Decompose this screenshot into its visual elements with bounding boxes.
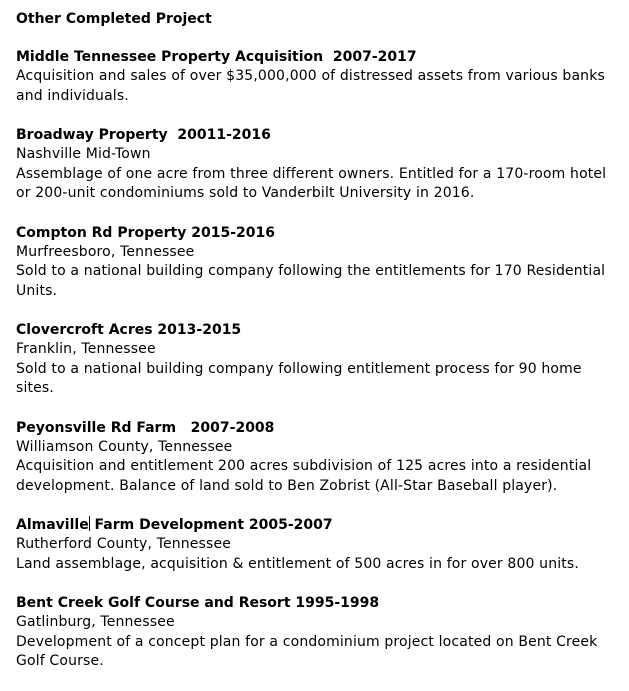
project-entry: [16, 418, 624, 497]
project-location: Franklin, Tennessee: [16, 341, 156, 357]
project-location: Rutherford County, Tennessee: [16, 536, 231, 552]
project-title: [16, 515, 624, 535]
project-description: Development of a concept plan for a condominium project located on Bent Creek Golf Course.: [16, 633, 598, 669]
document-page: [16, 9, 624, 691]
project-title: Middle Tennessee Property Acquisition 2007-2017: [16, 49, 417, 65]
project-description: Acquisition and entitlement 200 acres subdivision of 125 acres into a residential development. Balance of land sold to Ben Zobrist (All-Star Baseball player).: [16, 458, 592, 494]
project-location: Nashville Mid-Town: [16, 146, 151, 162]
project-entry: [16, 593, 624, 672]
project-entry: [16, 223, 624, 302]
project-location: Gatlinburg, Tennessee: [16, 614, 175, 630]
project-description: Assemblage of one acre from three different owners. Entitled for a 170-room hotel or 200-unit condominiums sold to Vanderbilt University in 2016.: [16, 165, 607, 201]
project-description: Acquisition and sales of over $35,000,000 of distressed assets from various banks and individuals.: [16, 68, 605, 104]
section-heading: Other Completed Project: [16, 11, 212, 27]
project-entry: [16, 47, 624, 106]
project-description: Sold to a national building company following entitlement process for 90 home sites.: [16, 360, 582, 396]
project-title-part: Farm Development 2005-2007: [89, 517, 333, 533]
project-location: Williamson County, Tennessee: [16, 438, 233, 455]
project-title: Compton Rd Property 2015-2016: [16, 224, 275, 241]
project-title-part: Almaville: [16, 517, 89, 533]
project-title: Bent Creek Golf Course and Resort 1995-1998: [16, 595, 380, 611]
project-entry: [16, 320, 624, 399]
project-title: Peyonsville Rd Farm 2007-2008: [16, 419, 275, 436]
project-entry: [16, 515, 624, 574]
project-description: Land assemblage, acquisition & entitlement of 500 acres in for over 800 units.: [16, 555, 579, 572]
project-title: Clovercroft Acres 2013-2015: [16, 322, 242, 338]
project-title: Broadway Property 20011-2016: [16, 127, 271, 143]
project-description: Sold to a national building company following the entitlements for 170 Residential Units.: [16, 263, 606, 299]
project-entry: [16, 125, 624, 204]
project-location: Murfreesboro, Tennessee: [16, 243, 195, 260]
